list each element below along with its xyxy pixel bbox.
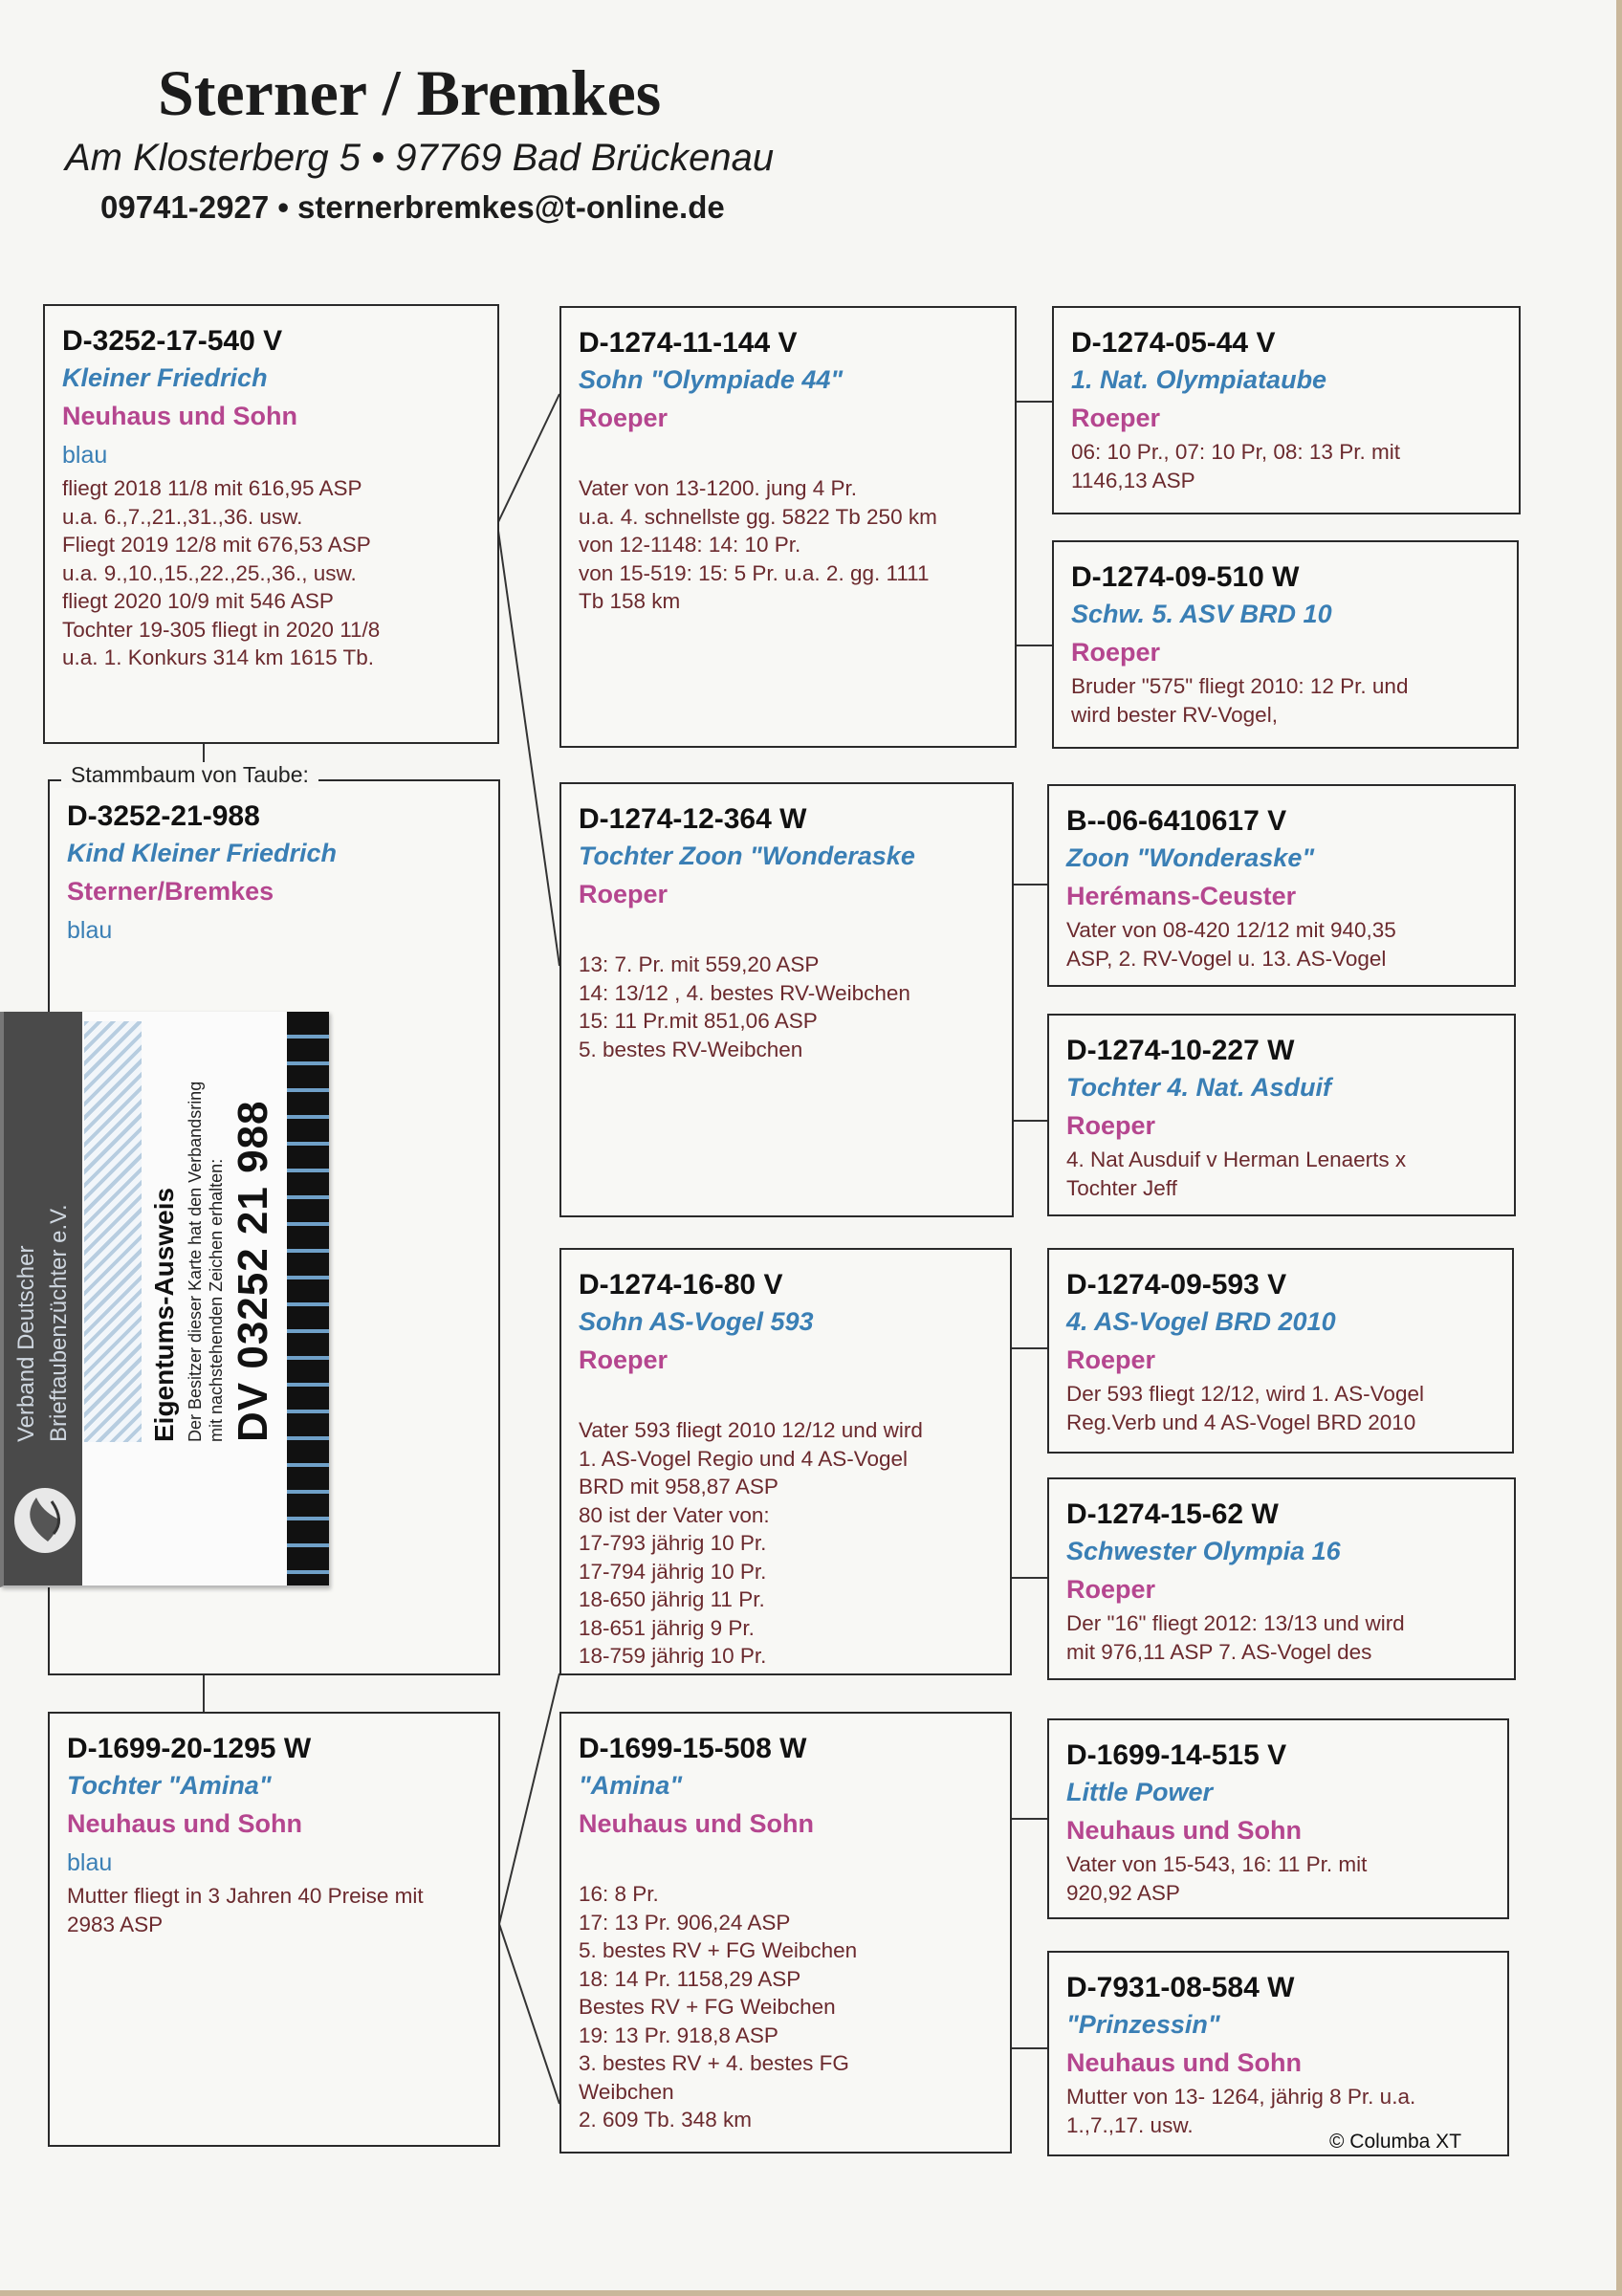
performance-text: Mutter von 13- 1264, jährig 8 Pr. u.a. 1.,7.,17. usw.	[1066, 2085, 1416, 2137]
pigeon-name: Sohn AS-Vogel 593	[579, 1307, 814, 1336]
ring-number: D-3252-17-540 V	[62, 325, 283, 357]
card-subtitle-line2: mit nachstehenden Zeichen erhalten:	[207, 1158, 226, 1442]
breeder-name: Roeper	[1066, 1575, 1156, 1604]
great-grandparent-card-1	[1052, 306, 1521, 514]
pigeon-color: blau	[67, 1849, 113, 1876]
breeder-name: Sterner/Bremkes	[67, 877, 274, 906]
breeder-name: Herémans-Ceuster	[1066, 882, 1297, 910]
performance-text: Vater von 13-1200. jung 4 Pr. u.a. 4. schnellste gg. 5822 Tb 250 km von 12-1148: 14: 10 Pr. von 15-519: 15: 5 Pr. u.a. 2. gg. 1111 Tb 158 km	[579, 476, 937, 613]
performance-text: Vater von 08-420 12/12 mit 940,35 ASP, 2. RV-Vogel u. 13. AS-Vogel	[1066, 918, 1396, 971]
breeder-name: Roeper	[1066, 1345, 1156, 1374]
great-grandparent-card-2	[1052, 540, 1519, 749]
ring-number: D-1274-15-62 W	[1066, 1498, 1279, 1530]
ring-number: D-1699-14-515 V	[1066, 1739, 1287, 1771]
parent-card-dam	[48, 1712, 500, 2147]
grandparent-card-1	[559, 306, 1017, 748]
card-title: Eigentums-Ausweis	[149, 1187, 179, 1442]
breeder-name: Roeper	[1066, 1111, 1156, 1140]
ring-number: D-1274-16-80 V	[579, 1269, 783, 1301]
pigeon-name: Little Power	[1066, 1778, 1214, 1806]
ring-number: D-1274-11-144 V	[579, 327, 798, 359]
performance-text: Der "16" fliegt 2012: 13/13 und wird mit 976,11 ASP 7. AS-Vogel des	[1066, 1611, 1405, 1664]
performance-text: Vater 593 fliegt 2010 12/12 und wird 1. AS-Vogel Regio und 4 AS-Vogel BRD mit 958,87 ASP 80 ist der Vater von: 17-793 jährig 10 Pr. 17-794 jährig 10 Pr. 18-650 jährig 11 Pr. 18-651 jährig 9 Pr. 18-759 jährig 10 Pr.	[579, 1418, 923, 1668]
pigeon-name: 1. Nat. Olympiataube	[1071, 365, 1327, 394]
breeder-name: Roeper	[1071, 404, 1161, 432]
grandparent-card-3	[559, 1248, 1012, 1675]
great-grandparent-card-4	[1047, 1014, 1516, 1216]
ring-number: D-1274-05-44 V	[1071, 327, 1276, 359]
breeder-name: Roeper	[579, 404, 669, 432]
pedigree-legend: Stammbaum von Taube:	[61, 762, 318, 788]
performance-text: Vater von 15-543, 16: 11 Pr. mit 920,92 ASP	[1066, 1852, 1368, 1905]
ring-number: D-1274-10-227 W	[1066, 1035, 1295, 1066]
card-org-line1: Verband Deutscher	[13, 1245, 39, 1442]
copyright: © Columba XT	[1329, 2131, 1462, 2153]
pigeon-name: Tochter Zoon "Wonderaske	[579, 842, 915, 870]
breeder-name: Neuhaus und Sohn	[67, 1809, 302, 1838]
performance-text: fliegt 2018 11/8 mit 616,95 ASP u.a. 6.,7.,21.,31.,36. usw. Fliegt 2019 12/8 mit 676,53 ASP u.a. 9.,10.,15.,22.,25.,36., usw. fliegt 2020 10/9 mit 546 ASP Tochter 19-305 fliegt in 2020 11/8 u.a. 1. Konkurs 314 km 1615 Tb.	[62, 476, 381, 669]
card-header-band	[4, 1012, 82, 1585]
great-grandparent-card-6	[1047, 1477, 1516, 1680]
breeder-name: Neuhaus und Sohn	[1066, 1816, 1302, 1845]
pigeon-name: Zoon "Wonderaske"	[1066, 843, 1315, 872]
performance-text: Der 593 fliegt 12/12, wird 1. AS-Vogel Reg.Verb und 4 AS-Vogel BRD 2010	[1066, 1382, 1424, 1434]
performance-text: 4. Nat Ausduif v Herman Lenaerts x Tochter Jeff	[1066, 1148, 1407, 1200]
pigeon-name: Schw. 5. ASV BRD 10	[1071, 600, 1332, 628]
ring-number: D-1699-15-508 W	[579, 1733, 807, 1764]
breeder-name: Roeper	[579, 880, 669, 908]
ring-number: D-1274-12-364 W	[579, 803, 807, 835]
grandparent-card-4	[559, 1712, 1012, 2154]
pigeon-color: blau	[67, 917, 113, 944]
great-grandparent-card-5	[1047, 1248, 1514, 1454]
parent-card-sire	[43, 304, 499, 744]
breeder-contact: 09741-2927 • sternerbremkes@t-online.de	[100, 189, 725, 225]
breeder-name: Neuhaus und Sohn	[1066, 2048, 1302, 2077]
pigeon-logo-icon	[10, 1454, 80, 1578]
breeder-title: Sterner / Bremkes	[158, 56, 662, 129]
ring-number: B--06-6410617 V	[1066, 805, 1287, 837]
pigeon-name: "Prinzessin"	[1066, 2010, 1220, 2039]
card-org-line2: Brieftaubenzüchter e.V.	[46, 1204, 72, 1442]
performance-text: Bruder "575" fliegt 2010: 12 Pr. und wird bester RV-Vogel,	[1071, 674, 1409, 727]
great-grandparent-card-7	[1047, 1718, 1509, 1919]
pigeon-name: 4. AS-Vogel BRD 2010	[1066, 1307, 1336, 1336]
breeder-name: Roeper	[1071, 638, 1161, 667]
card-ring-number: DV 03252 21 988	[230, 1100, 276, 1442]
performance-text: 16: 8 Pr. 17: 13 Pr. 906,24 ASP 5. bestes RV + FG Weibchen 18: 14 Pr. 1158,29 ASP Bestes RV + FG Weibchen 19: 13 Pr. 918,8 ASP 3. bestes RV + 4. bestes FG Weibchen 2. 609 Tb. 348 km	[579, 1882, 858, 2132]
card-pattern	[84, 1021, 142, 1442]
pigeon-color: blau	[62, 442, 108, 469]
performance-text: Mutter fliegt in 3 Jahren 40 Preise mit 2983 ASP	[67, 1884, 424, 1936]
ownership-card	[0, 1012, 329, 1587]
ring-number: D-1274-09-510 W	[1071, 561, 1300, 593]
pigeon-name: Kind Kleiner Friedrich	[67, 839, 338, 867]
performance-text: 06: 10 Pr., 07: 10 Pr, 08: 13 Pr. mit 1146,13 ASP	[1071, 440, 1400, 492]
breeder-name: Neuhaus und Sohn	[62, 402, 297, 430]
card-subtitle-line1: Der Besitzer dieser Karte hat den Verbandsring	[186, 1081, 205, 1442]
breeder-address: Am Klosterberg 5 • 97769 Bad Brückenau	[65, 137, 775, 179]
great-grandparent-card-8	[1047, 1951, 1509, 2156]
grandparent-card-2	[559, 782, 1014, 1217]
breeder-name: Neuhaus und Sohn	[579, 1809, 814, 1838]
pigeon-name: Tochter 4. Nat. Asduif	[1066, 1073, 1332, 1102]
pigeon-name: Tochter "Amina"	[67, 1771, 272, 1800]
breeder-name: Roeper	[579, 1345, 669, 1374]
card-decor-band	[287, 1012, 329, 1585]
ring-number: D-1274-09-593 V	[1066, 1269, 1287, 1301]
pigeon-name: Sohn "Olympiade 44"	[579, 365, 844, 394]
great-grandparent-card-3	[1047, 784, 1516, 987]
pigeon-name: Schwester Olympia 16	[1066, 1537, 1341, 1565]
ring-number: D-1699-20-1295 W	[67, 1733, 312, 1764]
ring-number: D-7931-08-584 W	[1066, 1972, 1295, 2003]
pigeon-name: Kleiner Friedrich	[62, 363, 268, 392]
performance-text: 13: 7. Pr. mit 559,20 ASP 14: 13/12 , 4. bestes RV-Weibchen 15: 11 Pr.mit 851,06 ASP 5. bestes RV-Weibchen	[579, 952, 910, 1061]
ring-number: D-3252-21-988	[67, 800, 260, 832]
pigeon-name: "Amina"	[579, 1771, 683, 1800]
